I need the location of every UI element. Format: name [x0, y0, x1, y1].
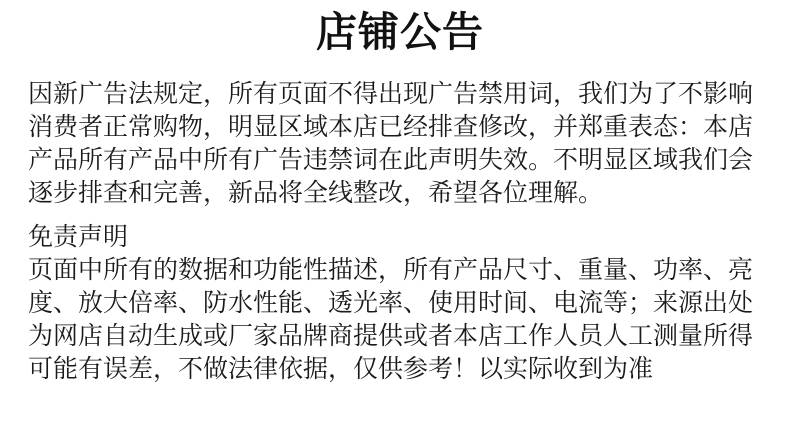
announcement-content — [0, 54, 800, 386]
announcement-line: 产品所有产品中所有广告违禁词在此声明失效。不明显区域我们会 — [28, 146, 754, 174]
disclaimer-line: 可能有误差，不做法律依据，仅供参考！以实际收到为准 — [28, 355, 654, 383]
section-divider-space — [28, 210, 770, 221]
announcement-paragraph — [28, 78, 770, 210]
announcement-line: 消费者正常购物，明显区域本店已经排查修改，并郑重表态：本店 — [28, 113, 754, 141]
disclaimer-line: 页面中所有的数据和功能性描述，所有产品尺寸、重量、功率、亮 — [28, 256, 754, 284]
announcement-line: 逐步排查和完善，新品将全线整改，希望各位理解。 — [28, 179, 604, 207]
page-title: 店铺公告 — [316, 9, 484, 55]
announcement-line: 因新广告法规定，所有页面不得出现广告禁用词，我们为了不影响 — [28, 80, 754, 108]
disclaimer-line: 为网店自动生成或厂家品牌商提供或者本店工作人员人工测量所得 — [28, 322, 754, 350]
disclaimer-heading: 免责声明 — [28, 223, 129, 251]
disclaimer-line: 度、放大倍率、防水性能、透光率、使用时间、电流等；来源出处 — [28, 289, 754, 317]
disclaimer-paragraph — [28, 254, 770, 386]
